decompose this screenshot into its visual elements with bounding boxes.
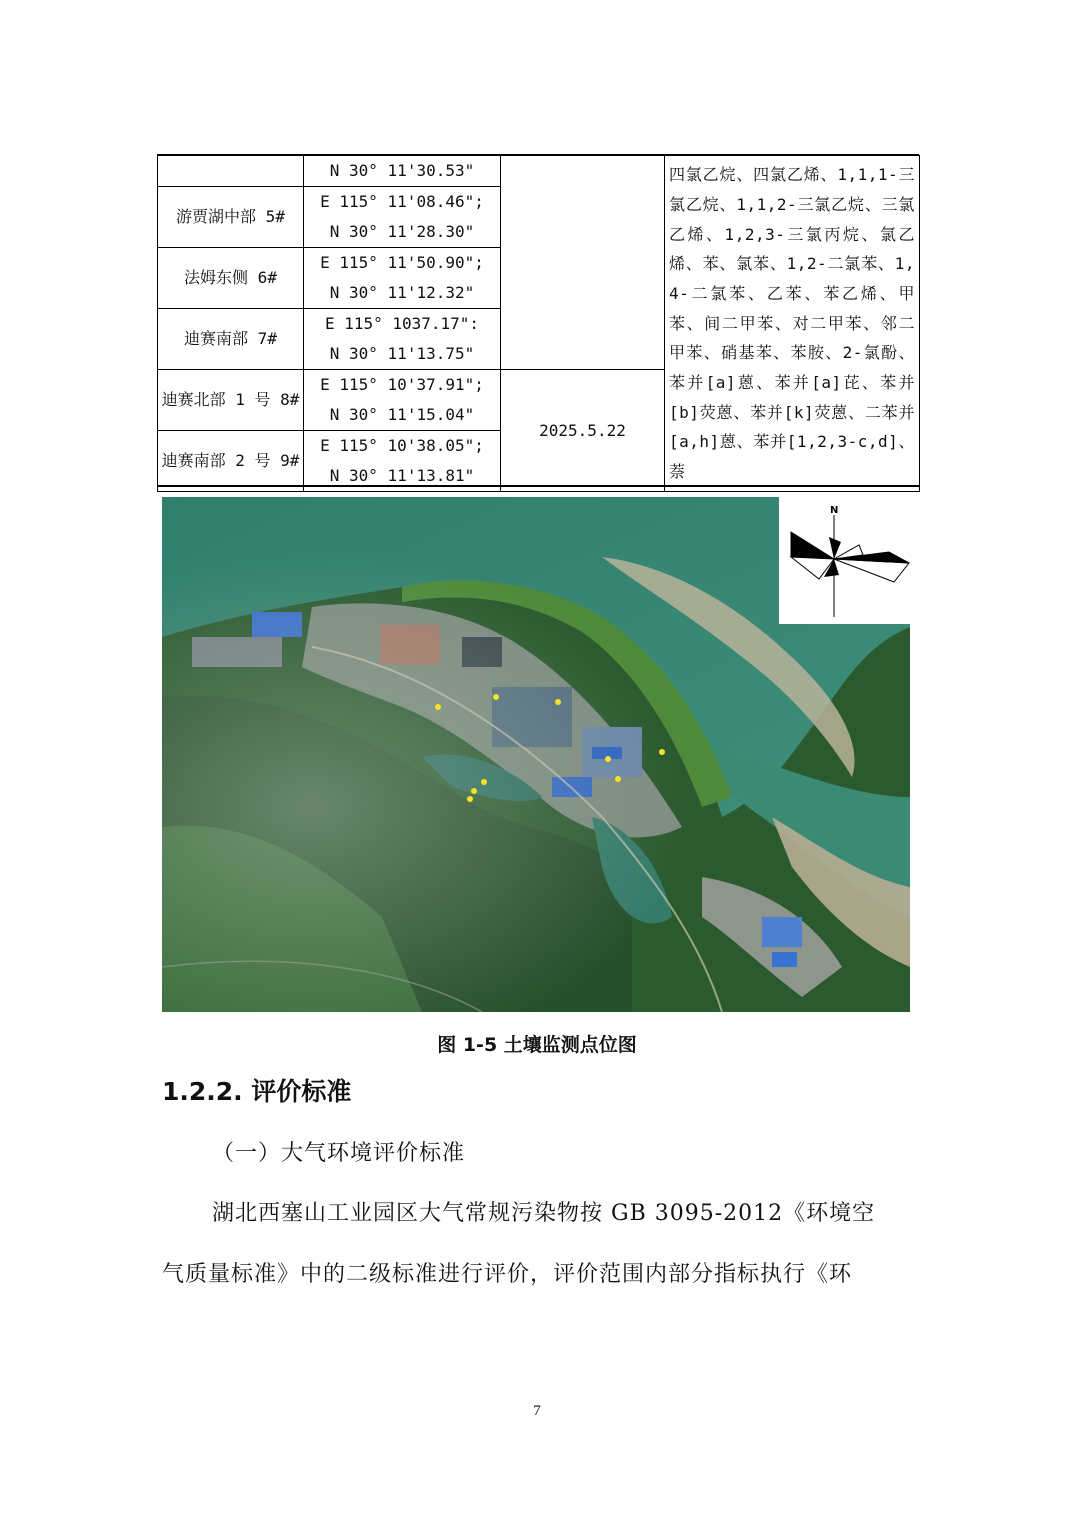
coord-e: E 115° 11'50.90"; (320, 253, 484, 272)
coord-n-cell: N 30° 11'30.53" (304, 156, 501, 187)
coord-cell (304, 431, 501, 492)
marker-point (481, 779, 487, 785)
marker-point (467, 796, 473, 802)
compass-icon (779, 497, 910, 624)
coord-cell (304, 309, 501, 370)
coord-e: E 115° 11'08.46"; (320, 192, 484, 211)
monitoring-points-table (157, 155, 920, 492)
table-row (158, 156, 920, 187)
coord-n: N 30° 11'15.04" (329, 405, 475, 424)
body-line: 气质量标准》中的二级标准进行评价，评价范围内部分指标执行《环 (162, 1262, 853, 1287)
point-name-cell: 迪赛南部 7# (158, 309, 304, 370)
pollutants-cell: 四氯乙烷、四氯乙烯、1,1,1-三氯乙烷、1,1,2-三氯乙烷、三氯乙烯、1,2,3-三氯丙烷、氯乙烯、苯、氯苯、1,2-二氯苯、1,4-二氯苯、乙苯、苯乙烯、甲苯、间二甲苯、对二甲苯、邻二甲苯、硝基苯、苯胺、2-氯酚、苯并[a]蒽、苯并[a]芘、苯并[b]荧蒽、苯并[k]荧蒽、二苯并[a,h]蒽、苯并[1,2,3-c,d]、萘 (665, 156, 920, 492)
marker-point (493, 694, 499, 700)
coord-n: N 30° 11'28.30" (329, 222, 475, 241)
coord-n: N 30° 11'13.75" (329, 344, 475, 363)
marker-point (659, 749, 665, 755)
date-cell-empty (501, 156, 665, 370)
coord-cell (304, 248, 501, 309)
marker-point (605, 756, 611, 762)
point-name-cell: 游贾湖中部 5# (158, 187, 304, 248)
marker-point (555, 699, 561, 705)
table-bottom-rule (157, 485, 919, 487)
table-top-rule (157, 154, 919, 156)
marker-point (435, 704, 441, 710)
section-heading: 1.2.2. 评价标准 (162, 1077, 352, 1106)
body-line: 湖北西塞山工业园区大气常规污染物按 GB 3095-2012《环境空 (212, 1201, 876, 1226)
coord-cell (304, 187, 501, 248)
point-name-cell: 迪赛南部 2 号 9# (158, 431, 304, 492)
coord-e: E 115° 10'37.91"; (320, 375, 484, 394)
subsection-title: （一）大气环境评价标准 (212, 1141, 466, 1166)
point-name-cell (158, 156, 304, 187)
figure-caption: 图 1-5 土壤监测点位图 (437, 1034, 637, 1056)
point-name-cell: 迪赛北部 1 号 8# (158, 370, 304, 431)
coord-n: N 30° 11'12.32" (329, 283, 475, 302)
page-number: 7 (533, 1403, 541, 1419)
date-cell: 2025.5.22 (501, 370, 665, 492)
point-name-cell: 法姆东侧 6# (158, 248, 304, 309)
coord-e: E 115° 1037.17": (324, 314, 480, 333)
coord-e: E 115° 10'38.05"; (320, 436, 484, 455)
marker-point (615, 776, 621, 782)
compass-rose (779, 497, 910, 624)
coord-cell (304, 370, 501, 431)
marker-point (471, 788, 477, 794)
compass-north-label: N (830, 505, 839, 516)
coord-n: N 30° 11'13.81" (329, 466, 475, 485)
